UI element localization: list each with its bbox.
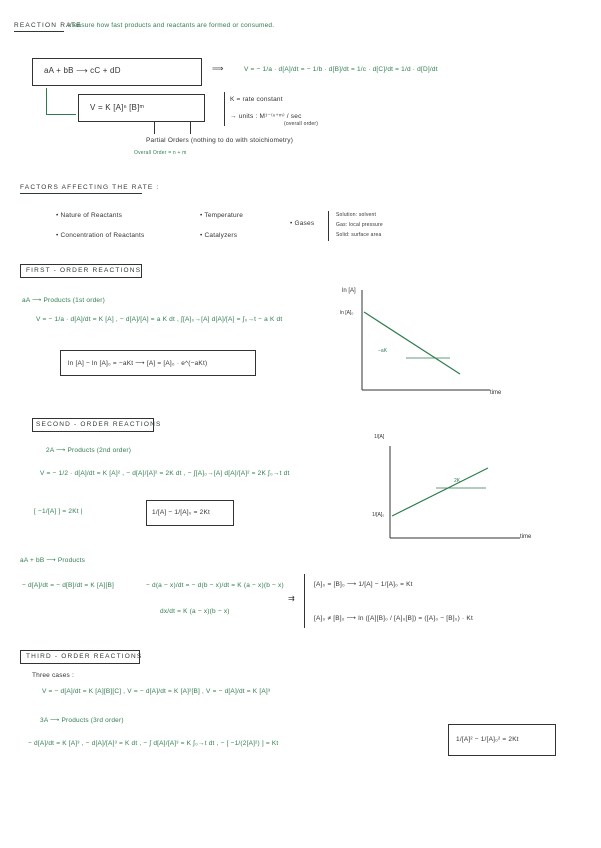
first-order-y0: ln [A]₀ [340,310,354,316]
third-order-heading: THIRD - ORDER REACTIONS [26,653,143,660]
partial-orders-note: Partial Orders (nothing to do with stoichiometry) [146,137,294,144]
implies-arrow: ⟹ [212,64,224,73]
rate-law: V = K [A]ⁿ [B]ᵐ [90,103,145,112]
mixed-case-equal: [A]₀ = [B]₀ ⟶ 1/[A] − 1/[A]₀ = Kt [314,581,413,588]
mixed-cases-bar [304,574,305,628]
reaction-equation: aA + bB ⟶ cC + dD [44,66,121,75]
rate-law-connector-h [46,114,76,115]
partial-arrow-2 [190,122,191,134]
gases-solid: Solid: surface area [336,232,382,238]
rate-law-connector [46,88,47,114]
first-order-line [364,312,460,374]
factors-underline [20,193,142,194]
second-order-ylabel: 1/[A] [374,434,385,440]
rate-constant: K = rate constant [230,96,283,103]
mixed-brace: ⇉ [288,594,295,603]
factor-gases: • Gases [290,220,315,227]
second-order-slope: 2K [454,478,461,484]
third-order-rate: − d[A]/dt = K [A]³ , − d[A]/[A]³ = K dt , − ∫ d[A]/[A]³ = K ∫₀→t dt , − [ −1/(2[A]²) ] = Kt [28,740,279,747]
mixed-rate-x: − d(a − x)/dt = − d(b − x)/dt = K (a − x)(b − x) [146,582,284,589]
factor-catalyzers: • Catalyzers [200,232,238,239]
second-order-result: 1/[A] − 1/[A]₀ = 2Kt [152,509,211,516]
first-order-slope: −aK [378,348,388,354]
page-title-label: REACTION RATE : [14,22,88,29]
first-order-heading: FIRST - ORDER REACTIONS [26,267,142,274]
second-order-reaction: 2A ⟶ Products (2nd order) [46,447,132,454]
mixed-reaction: aA + bB ⟶ Products [20,557,86,564]
gases-gas: Gas: local pressure [336,222,383,228]
first-order-ylabel: ln [A] [342,288,356,294]
first-order-result: ln [A] − ln [A]₀ = −aKt ⟶ [A] = [A]₀ · e^(−aKt) [68,360,208,367]
overall-order-note: Overall Order = n + m [134,150,187,156]
second-order-chart [370,426,550,546]
first-order-xlabel: time [490,390,502,396]
factors-heading: FACTORS AFFECTING THE RATE : [20,184,160,191]
rate-constant-units-note: (overall order) [284,121,319,127]
factor-temperature: • Temperature [200,212,244,219]
second-order-y0: 1/[A]₀ [372,512,385,518]
mixed-case-unequal: [A]₀ ≠ [B]₀ ⟶ ln ([A][B]₀ / [A]₀[B]) = ([A]₀ − [B]₀) · Kt [314,615,473,622]
second-order-xlabel: time [520,534,532,540]
second-order-integral: [ −1/[A] ] = 2Kt | [34,508,83,515]
factor-nature: • Nature of Reactants [56,212,123,219]
mixed-rate: − d[A]/dt = − d[B]/dt = K [A][B] [22,582,115,589]
title-underline [14,31,64,32]
first-order-rate: V = − 1/a · d[A]/dt = K [A] , − d[A]/[A] = a K dt , ∫[A]₀→[A] d[A]/[A] = ∫₀→t − a K dt [36,316,283,323]
rate-constant-units: → units : M¹⁻⁽ⁿ⁺ᵐ⁾ / sec [230,113,302,120]
partial-arrow-1 [154,122,155,134]
first-order-reaction: aA ⟶ Products (1st order) [22,297,105,304]
third-order-reaction: 3A ⟶ Products (3rd order) [40,717,124,724]
mixed-dxdt: dx/dt = K (a − x)(b − x) [160,608,230,615]
page-title-text: measure how fast products and reactants are formed or consumed. [68,22,275,29]
third-order-result: 1/[A]² − 1/[A]₀² = 2Kt [456,736,519,743]
gases-brace [328,211,329,241]
factor-concentration: • Concentration of Reactants [56,232,145,239]
gases-solution: Solution: solvent [336,212,377,218]
rate-law-brace [224,92,225,126]
third-order-cases: V = − d[A]/dt = K [A][B][C] , V = − d[A]/dt = K [A]²[B] , V = − d[A]/dt = K [A]³ [42,688,271,695]
second-order-rate: V = − 1/2 · d[A]/dt = K [A]² , − d[A]/[A]² = 2K dt , − ∫[A]₀→[A] d[A]/[A]² = 2K ∫₀→t dt [40,470,290,477]
second-order-heading: SECOND - ORDER REACTIONS [36,421,162,428]
first-order-chart [330,282,530,402]
second-order-line [392,468,488,516]
rate-expression: V = − 1/a · d[A]/dt = − 1/b · d[B]/dt = 1/c · d[C]/dt = 1/d · d[D]/dt [244,66,438,73]
third-order-types: Three cases : [32,672,74,679]
